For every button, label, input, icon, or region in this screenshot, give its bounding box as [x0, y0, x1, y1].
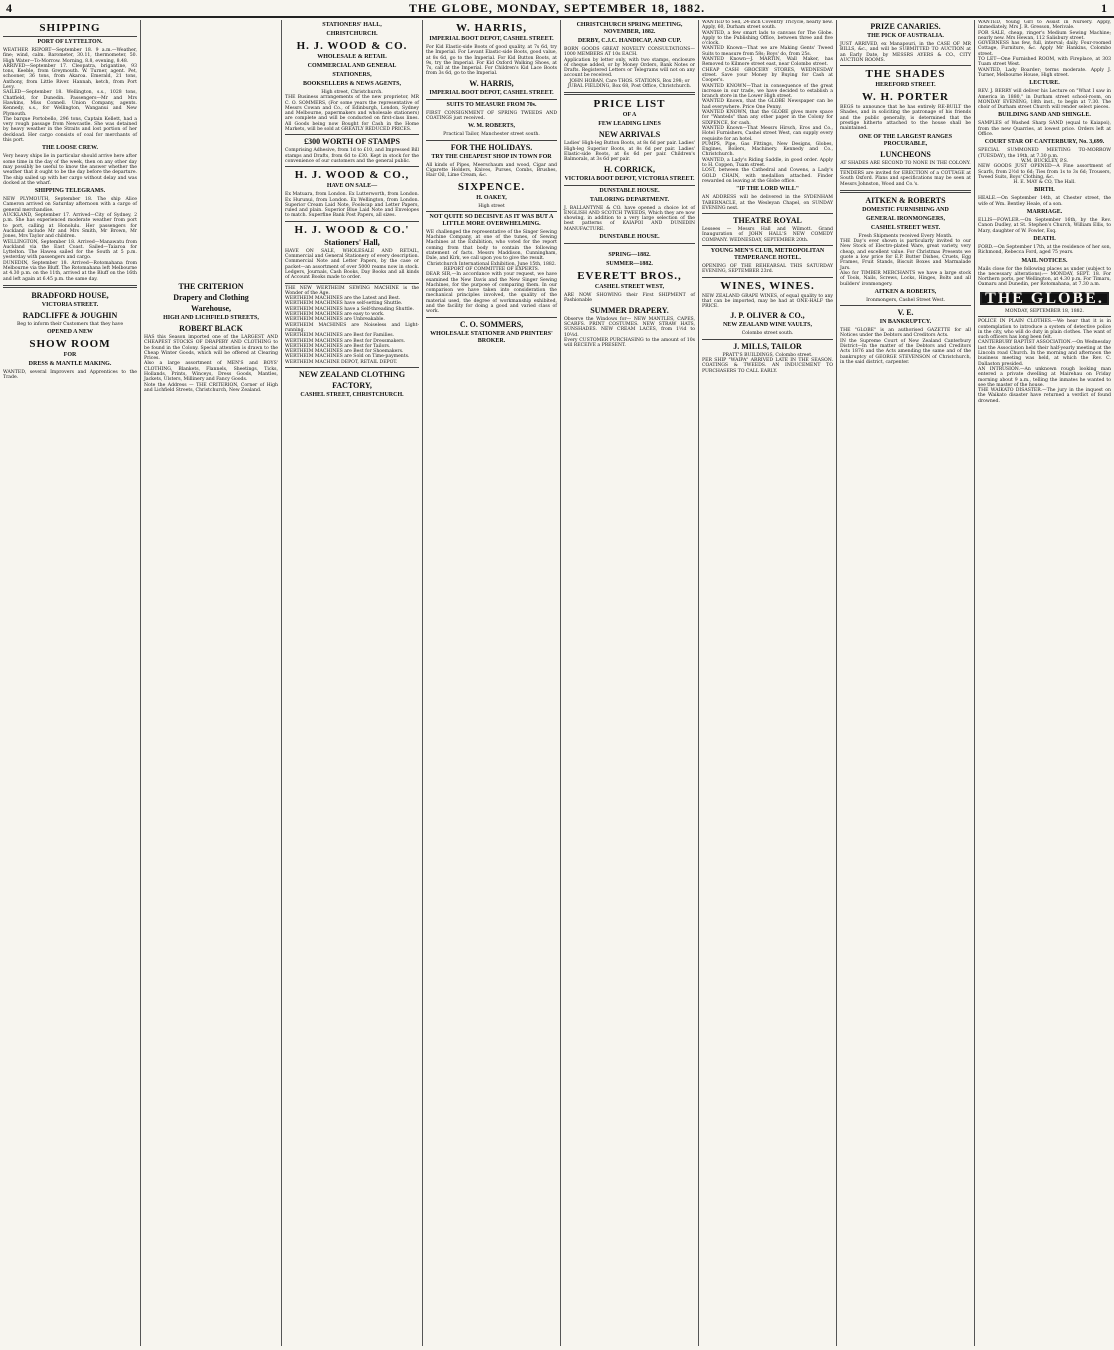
divider — [426, 140, 557, 141]
ad-criterion-text-1: HAS this Season imported one of the LARGEST AND CHEAPEST STOCKS OF DRAPERY AND CLOTHING to be found in the Colony. Special attention is drawn to the Cheap Winter Goods, which will be offered at Clearing Prices. — [144, 335, 278, 362]
notice-gazette: THE "GLOBE" is an authorised GAZETTE for all Notices under the Debtors and Creditors Acts. — [840, 328, 971, 339]
ad-cashel-w: CASHEL STREET WEST. — [870, 224, 941, 231]
ad-criterion-drapery: Drapery and Clothing — [173, 293, 249, 302]
ad-imperial-2: IMPERIAL BOOT DEPOT, CASHEL STREET. — [429, 89, 554, 96]
ad-luncheons: LUNCHEONS — [880, 149, 931, 159]
divider — [285, 166, 419, 167]
telegram-wellington: WELLINGTON, September 18. Arrived—Manawatu from Auckland via the East Coast. Sailed—Taiaroa for Lyttelton. The Hawea sailed for the South at 5 p.m. yesterday with passengers and cargo. — [3, 239, 137, 261]
ad-high-street: High street, Christchurch. — [321, 90, 383, 95]
lecture-heading: LECTURE. — [1029, 80, 1060, 87]
ad-wertheim-intro: THE NEW WERTHEIM SEWING MACHINE is the Wonder of the Age. — [285, 285, 419, 296]
ad-booksellers: BOOKSELLERS & NEWS AGENTS, — [302, 81, 402, 87]
ad-chch: CHRISTCHURCH. — [326, 31, 378, 37]
lecture-text: REV. J. BERRY will deliver his Lecture on "What I saw in America in 1880," in Durham street school-room, on MONDAY EVENING, 18th inst., to begin at 7.30. The choir of Durham street Church will render select pieces. — [978, 89, 1111, 111]
divider — [285, 134, 419, 135]
ad-criterion-address: HIGH AND LICHFIELD STREETS, — [163, 315, 259, 321]
globe-date: MONDAY, SEPTEMBER 18, 1882. — [1005, 308, 1084, 314]
news-baptist: CANTERBURY BAPTIST ASSOCIATION.—On Wednesday last the Association held their half-yearly meeting at the Lincoln road Church. In the morning and afternoon the business meeting was held, at which the Rev. C. Dallaston presided. — [978, 340, 1111, 367]
ad-oliver: J. P. OLIVER & CO., — [730, 311, 805, 321]
divider — [702, 245, 833, 246]
ad-theatre-text: Lessees — Messrs Hall and Wilmott. Grand Inauguration of JOHN HALL'S NEW COMEDY COMPANY. WEDNESDAY, SEPTEMBER 20th. — [702, 227, 833, 243]
ad-wertheim-line: WERTHEIM MACHINES are Unbreakable. — [285, 317, 385, 323]
ad-spring-meeting: CHRISTCHURCH SPRING MEETING, NOVEMBER, 1882. — [576, 22, 683, 35]
court-text: SPECIAL SUMMONED MEETING TO-MORROW (TUESDAY), the 19th, at 7.30 p.m. — [978, 148, 1111, 159]
birth-text: HEALE.—On September 14th, at Chester street, the wife of Wm. Bentley Heale, of a son. — [978, 196, 1111, 207]
divider — [702, 277, 833, 278]
ad-wholesale-retail: WHOLESALE & RETAIL — [317, 54, 387, 60]
ad-victoria-boot: VICTORIA BOOT DEPOT, VICTORIA STREET. — [564, 175, 695, 182]
ad-criterion-text-3: Note the Address — THE CRITERION, Corner of High and Lichfield Streets, Christchurch, New Zealand. — [144, 382, 278, 393]
column-6 — [699, 20, 837, 1346]
divider — [840, 65, 971, 66]
marriage-text: ELLIS—FOWLER.—On September 16th, by the Rev. Canon Dudley, at St. Stephen's Church, William Ellis, to Mary, daughter of W. Fowler, Esq. — [978, 218, 1111, 234]
ad-wertheim-line: WERTHEIM MACHINES are easy to work. — [285, 312, 385, 318]
ad-beg: Beg to inform their Customers that they have — [16, 321, 124, 327]
column-2 — [141, 20, 282, 1346]
classified-girl: WANTED, Young Girl to Assist in Nursery. Apply, immediately, Mrs J. R. Gresson, Merivale. — [978, 20, 1111, 31]
news-waikato: THE WAIKATO DISASTER.—The jury in the inquest on the Waikato disaster have returned a verdict of found drowned. — [978, 388, 1111, 404]
ad-wertheim-line: WERTHEIM MACHINES are Best for Shoemakers. — [285, 349, 404, 355]
classified-pumps: PUMPS, Pipe, Gas Fittings, New Designs, Globes, Engines, Boilers, Machinery. Kennedy and Co., Christchurch. — [702, 141, 833, 158]
column-3 — [282, 20, 423, 1346]
ad-hjwood-3: H. J. WOOD & CO.' — [294, 223, 410, 236]
classified-martin: WANTED Known—J. MARTIN, Wall Maker, has Removed to Kilmore street east, near Colombo street. — [702, 57, 833, 68]
ad-bradford-street: VICTORIA STREET. — [41, 301, 99, 308]
ad-harris-title: W. HARRIS, — [455, 22, 528, 34]
ad-ymc: YOUNG MEN'S CLUB, METROPOLITAN TEMPERANCE HOTEL. — [710, 247, 825, 261]
ad-stationers-hall-2: Stationers' Hall, — [324, 237, 380, 247]
ad-showing: ARE NOW SHOWING their First SHIPMENT of Fashionable — [564, 293, 695, 304]
ad-hjwood-stock: Ex Matuara, from London. Ex Lutterworth, from London. Ex Hurunui, from London. Ex Wellington, from London. Superior Cream Laid Note, Foolscap and Letter Papers, ruled and plain. Superior Blue Laid Note and Envelopes to match. Superfine Bank Post Papers, all sizes. — [285, 192, 419, 219]
ad-summer: SUMMER—1882. — [606, 261, 653, 268]
ad-grape-wines: NEW ZEALAND GRAPE WINES, of equal quality to any that can be imported, may be had at ONE-HALF the PRICE. — [702, 293, 833, 310]
ad-pick: THE PICK OF AUSTRALIA. — [867, 33, 944, 39]
ad-have-on-sale: HAVE ON SALE— — [326, 183, 378, 190]
ad-wertheim-line: WERTHEIM MACHINES are Best for Families. — [285, 333, 395, 339]
divider — [702, 213, 833, 214]
ad-tweeds: FIRST CONSIGNMENT OF SPRING TWEEDS AND COATINGS just received. — [426, 110, 557, 122]
notice-bankruptcy: IN BANKRUPTCY. — [879, 319, 932, 326]
notice-supreme-court: IN the Supreme Court of New Zealand Canterbury District—In the matter of the Debtors and Creditors Acts 1876 and the Acts amending the same and of the bankruptcy of GEORGE STEVENSON of Christchurch, in the said district, carpenter. — [840, 338, 971, 365]
divider — [426, 99, 557, 100]
ad-electro: THE Day's ever shown is particularly invited to our New Stock of Electro-plated Ware, great variety, very cheap, and excellent value. For Christmas Presents we quote a low price for E.P. Butter Dishes, Cruets, Egg Frames, Fruit Stands, Biscuit Boxes and Marmalade Jars. — [840, 239, 971, 271]
mail-text: Mails close for the following places as under (subject to the necessary alterations):— MONDAY, SEPT. 18. For Northern ports, per Wellington, at 4.30 p.m. For Timaru, Oamaru and Dunedin, per Rotomahana, at 7.30 a.m. — [978, 266, 1111, 288]
ad-sommers-text: THE Business arrangements of the new proprietor, MR C. O. SOMMERS, (For some years the representative of Messrs Cowan and Co., of Edinburgh, London, Sydney and Melbourne, papermakers and wholesale stationers) are complete and will be conducted on first-class lines. All Goods being now Bought for Cash in the Home Markets, will be sold at GREATLY REDUCED PRICES. — [285, 95, 419, 133]
notice-lord-will: "IF THE LORD WILL" — [735, 186, 800, 193]
ad-bradford-house: BRADFORD HOUSE, — [31, 290, 109, 300]
news-police: POLICE IN PLAIN CLOTHES.—We hear that it is in contemplation to introduce a system of detective police in the city, who will do duty in plain clothes. The want of such officers has long been felt. — [978, 319, 1111, 341]
ad-wertheim-line: WERTHEIM MACHINES are Best for Dressmakers. — [285, 338, 406, 344]
ad-pratt: PRATT'S BUILDINGS, Colombo street. — [722, 352, 813, 358]
classified-saddle: WANTED, a Lady's Riding Saddle, in good order. Apply to H. Coppen, Tuam street. — [702, 157, 833, 169]
ad-summer-drapery: SUMMER DRAPERY. — [590, 305, 669, 315]
ad-sommers-2: C. O. SOMMERS, — [459, 319, 524, 329]
ad-new-goods: NEW GOODS JUST OPENED—A Fine assortment of Scarfs, from 2½d to 6d; Ties from 1s to 3s 6d; Trousers, Tweed Suits, Boys' Clothing, &c. — [978, 164, 1111, 180]
classified-room: TO LET—One Furnished ROOM, with Fireplace, at 303 Tuam street West. — [978, 57, 1111, 68]
ad-wertheim-line: WERTHEIM MACHINES have self-setting Shuttle. — [285, 301, 403, 307]
ad-fresh: Fresh Shipments received Every Month. — [858, 233, 953, 239]
telegram-new-plymouth: NEW PLYMOUTH, September 18. The ship Alice Cameron arrived on Saturday afternoon with a cargo of general merchandise. — [3, 197, 137, 213]
ad-hjwood-text-2: HAVE ON SALE, WHOLESALE AND RETAIL, Commercial and General Stationery of every description. Commercial Note and Letter Papers, by the case or packet—an assortment of over 5000 reams now in stock. Ledgers, Journals, Cash Books, Day Books and all kinds of Account Books made to order. — [285, 248, 419, 281]
masthead — [0, 0, 1114, 18]
blank-space — [144, 20, 278, 280]
ad-wanted-improvers: WANTED, several Improvers and Apprentices to the Trade. — [3, 370, 137, 381]
ad-show-room: SHOW ROOM — [29, 338, 111, 351]
ad-holidays: FOR THE HOLIDAYS. — [450, 142, 533, 152]
divider — [285, 283, 419, 284]
marriage-heading: MARRIAGE. — [1026, 209, 1063, 216]
ad-roberts: W. M. ROBERTS, — [467, 123, 516, 130]
ad-largest: ONE OF THE LARGEST RANGES PROCURABLE, — [858, 133, 953, 147]
classified-globe: WANTED Known, that the GLOBE Newspaper can be had everywhere. Price One Penny. — [702, 99, 833, 110]
ad-robert-black: ROBERT BLACK — [179, 324, 243, 333]
court-heading: COURT STAR OF CANTERBURY, No. 3,699. — [984, 139, 1105, 146]
ad-wertheim-line: WERTHEIM MACHINE DEPOT, RETAIL DEPOT. — [285, 359, 398, 365]
ad-of: OF A — [622, 112, 637, 119]
ad-harris-2: W. HARRIS, — [469, 78, 514, 88]
ad-criterion-text-2: Also a large assortment of MEN'S and BOYS' CLOTHING, Blankets, Flannels, Sheetings, Ticks, Hollands, Prints, Winceys, Dress Goods, Mantles, Jackets, Ulsters, Millinery and Fancy Goods. — [144, 361, 278, 383]
divider — [426, 211, 557, 212]
ad-pipes: All kinds of Pipes, Meerschaum and wood, Cigar and Cigarette Holders, Knives, Purses, Combs, Brushes, Hair Oil, Lime Cream, &c. — [426, 162, 557, 179]
ad-criterion-title: THE CRITERION — [178, 282, 244, 291]
ad-few-lines: FEW LEADING LINES — [598, 121, 661, 128]
divider — [978, 316, 1111, 317]
ad-price-list: PRICE LIST — [593, 98, 666, 111]
divider — [285, 221, 419, 222]
ad-second-to-none: AT SHADES ARE SECOND TO NONE IN THE COLONY. — [840, 160, 971, 166]
ad-canary-auction: JUST ARRIVED, ex Manapouri, in the CASE OF MR BILLS, &c., and will be SUBMITTED TO AUCTION at an Early Date, by MESSRS AYERS & CO., CITY AUCTION ROOMS. — [840, 42, 971, 63]
loose-crew-heading: THE LOOSE CREW. — [42, 145, 98, 152]
ad-general: GENERAL IRONMONGERS, — [865, 215, 945, 222]
ad-singer-challenge: WE challenged the representative of the Singer Sewing Machine Company, at one of the tunes, of Sewing Machines at the Exhibition, who voted for the report coming from that body to contain the following statement of facts. Messrs Maddison, Cunningham, Dale, and Kirk, we call upon you to give the result. — [426, 229, 557, 262]
ad-hjwood-title: H. J. WOOD & CO. — [296, 40, 408, 52]
column-4 — [423, 20, 561, 1346]
classified-wanteds: WANTED KNOWN, that the GLOBE gives more space for "Wanteds" than any other paper in the Colony for SIXPENCE, for cash. — [702, 110, 833, 126]
ad-hereford: HEREFORD STREET. — [875, 82, 936, 89]
ad-cashel-street: CASHEL STREET, CHRISTCHURCH. — [300, 391, 404, 398]
ad-waipa: PER SHIP "WAIPA" ARRIVED LATE IN THE SEASON. COATINGS & TWEEDS. AN INDUCEMENT TO PURCHASERS TO CALL EARLY. — [702, 358, 833, 374]
death-text: FORD.—On September 17th, at the residence of her son, Richmond, Rebecca Ford, aged 75 years. — [978, 244, 1111, 256]
divider — [564, 185, 695, 186]
ad-domestic: DOMESTIC FURNISHING AND — [862, 206, 949, 213]
classified-grocery: CHEAP CASH GROCERY STORES, WEDNESDAY street. Save your Money by Buying for Cash at Cooper's. — [702, 67, 833, 84]
ad-mills: J. MILLS, TAILOR — [733, 341, 802, 351]
column-1 — [0, 20, 141, 1346]
ad-factory: FACTORY, — [332, 380, 372, 390]
ad-ironmongers: Ironmongers, Cashel Street West. — [866, 297, 945, 303]
divider — [840, 168, 971, 169]
mail-heading: MAIL NOTICES. — [1021, 257, 1068, 264]
ad-hoban: JOHN HOBAN, Care THOS. STATIONS, Box 298; or JUBAL FIELDING, Box 68, Post Office, Christchurch. — [567, 78, 692, 90]
column-5 — [561, 20, 699, 1346]
ad-porter-text: BEGS to announce that he has entirely RE-BUILT the Shades, and in soliciting the patronage of his friends and the public generally, is determined that the prestige hitherto attached to the house shall be maintained. — [840, 105, 971, 132]
ad-tailoring: TAILORING DEPARTMENT. — [589, 196, 670, 203]
ad-commercial: COMMERCIAL AND GENERAL — [307, 63, 397, 69]
ad-application: Application by letter only, with two stamps, enclosure of cheque added, or by Money Orders, Bank Notes or Drafts. Registered Letters or Telegrams will not on any account be received. — [564, 57, 695, 79]
classified-branch: WANTED KNOWN—That in consequence of the great increase in our trade, we have decided to establish a branch store in the Lower High street. — [702, 83, 833, 100]
ad-prize-canaries: PRIZE CANARIES. — [870, 22, 941, 31]
divider — [3, 285, 137, 288]
ad-theatre-royal: THEATRE ROYAL — [733, 216, 802, 226]
birth-heading: BIRTH. — [1034, 187, 1055, 194]
ad-nz-clothing: NEW ZEALAND CLOTHING — [298, 369, 406, 379]
ad-wertheim-line: WERTHEIM MACHINES are Noiseless and Light-running. — [285, 322, 419, 333]
classified-governess: GOVERNESS has few, full, interval; daily. Four-roomed Cottage, Furniture, &c. Apply Mr Hankins, Colombo street. — [978, 41, 1111, 57]
court-secretary: W.M. BUCKLEY, P.S. — [1020, 158, 1069, 164]
ad-radcliffe: RADCLIFFE & JOUGHIN — [22, 310, 118, 320]
ad-stamps-text: Comprising Adhesive, from 1d to £10, and Impressed Bill stamps and Drafts, from 6d to £30. Kept in stock for the convenience of our customers and the general public. — [285, 148, 419, 164]
ad-wine-vaults: NEW ZEALAND WINE VAULTS, — [722, 322, 813, 329]
ad-timber: Also for TIMBER MERCHANTS we have a large stock of Tools, Nails, Screws, Locks, Hinges, Bolts and all builders' ironmongery. — [840, 270, 971, 287]
ad-sixpence: SIXPENCE. — [457, 180, 526, 193]
classified-lads: WANTED, a few smart lads to canvass for The Globe. Apply to the Publishing Office, between three and five o'clock. — [702, 30, 833, 47]
ad-corrick: H. CORRICK, — [604, 164, 655, 174]
ad-derby: DERBY, C.J.C. HANDICAP, AND CUP. — [577, 38, 682, 44]
ad-dunstable: DUNSTABLE HOUSE. — [599, 187, 660, 194]
divider — [3, 36, 137, 37]
telegram-dunedin: DUNEDIN, September 18. Arrived—Rotomahana from Melbourne via the Bluff. The Rotomahana left Melbourne at 4.30 p.m. on the 11th, arrived at the Bluff on the 16th and left again at 6.45 p.m. the same day. — [3, 260, 137, 282]
ad-aitken-2: AITKEN & ROBERTS, — [874, 288, 937, 295]
divider — [840, 305, 971, 306]
ad-cashel-west: CASHEL STREET WEST, — [594, 284, 665, 291]
divider — [564, 243, 695, 244]
ad-oakey: H. OAKEY, — [476, 194, 507, 201]
ad-shades: THE SHADES — [865, 68, 946, 81]
ad-windows: Observe the Windows for— NEW MANTLES, CAPES, SCARFS. PRINT COSTUMES. NEW STRAW HATS, SUNSHADES. NEW CREAM LACES, from 1½d to 10½d. — [564, 316, 695, 338]
ad-for: FOR — [63, 352, 77, 359]
ad-colombo: Colombo street south. — [741, 331, 794, 337]
ad-exhibition: Christchurch International Exhibition, June 15th, 1882. REPORT OF COMMITTEE OF EXPERTS. — [426, 261, 557, 272]
globe-logo: THE GLOBE. — [980, 292, 1109, 305]
ad-wholesale-stationer: WHOLESALE STATIONER AND PRINTERS' BROKER. — [430, 330, 553, 344]
ad-stationers-hall: STATIONERS' HALL, — [322, 22, 382, 28]
telegram-auckland: AUCKLAND, September 17. Arrived—City of Sydney, 2 p.m. She has experienced moderate weather from port to port, calling at Honolulu. Her passengers for Auckland include Mr and Mrs Smith, Mr Brown, Mr Jones, Mrs Taylor and children. — [3, 213, 137, 240]
sand-heading: BUILDING SAND AND SHINGLE. — [998, 112, 1091, 119]
news-intrusion: AN INTRUSION.—An unknown rough looking man entered a private dwelling at Mairehau on Friday morning about 9 a.m., telling the inmates he wanted to see the master of the house. — [978, 366, 1111, 388]
ad-roberts-addr: Practical Tailor, Manchester street south. — [443, 132, 540, 138]
page-number-left: 4 — [6, 1, 13, 15]
classified-boarder: WANTED, Lady Boarder; terms moderate. Apply J. Turner, Melbourne House, High street. — [978, 67, 1111, 78]
ad-may: H. E. MAY & CO, The Hall. — [1013, 180, 1076, 186]
ad-oakey-street: High street — [478, 203, 505, 209]
ad-present: Every CUSTOMER PURCHASING to the amount of 10s will RECEIVE a PRESENT. — [564, 337, 695, 349]
ad-opened: OPENED A NEW — [46, 329, 93, 336]
divider — [702, 339, 833, 340]
ad-hjwood-2: H. J. WOOD & CO., — [294, 169, 410, 182]
ad-decisive: NOT QUITE SO DECISIVE AS IT WAS BUT A LITTLE MORE OVERWHELMING. — [429, 213, 554, 227]
shipping-heading: SHIPPING — [39, 22, 101, 34]
ad-porter: W. H. PORTER — [862, 91, 949, 104]
port-heading: PORT OF LYTTELTON. — [37, 39, 103, 45]
ad-wines: WINES, WINES. — [720, 279, 815, 292]
shipping-news: The barque Portobello, 296 tons, Captain Kellett, had a very rough passage from Newcastle. She was detained by heavy weather in the Straits and lost portion of her deckload. Her cargo consists of coal for merchants of this port. — [3, 116, 137, 144]
notice-address: AN ADDRESS will be delivered in the SYDENHAM TABERNACLE, at the Wesleyan Chapel, on SUNDAY EVENING next. — [702, 195, 833, 211]
ad-harris-text: For Kid Elastic-side Boots of good quality, at 7s 6d, try the Imperial. For Levant Elastic-side Boots, good value, at 8s 6d, go to the Imperial. For Kid Button Boots, at 9s, try the Imperial. For Kid Oxford Walking Shoes, at 7s, call at the Imperial. For Children's Kid Lace Boots from 3s 6d, go to the Imperial. — [426, 45, 557, 77]
ad-consultation: BORN GOODS GREAT NOVELTY CONSULTATIONS—1000 MEMBERS AT 10s EACH. — [564, 47, 695, 58]
weather-report: WEATHER REPORT—September 18. 9 a.m.—Weather, fine; wind, calm. Barometer, 30.11, thermometer, 50. High Water—To-Morrow. Morning, 8.8, evening, 8.48. — [3, 48, 137, 64]
ad-experts-report: DEAR SIR,—In accordance with your request, we have examined the New Davis and the New Singer Sewing Machines, for the purpose of comparing them. In our comparison we have taken into consideration the mechanical principles involved, the quality of the material used, the degree of workmanship exhibited, and the facility for doing a good and varied class of work. — [426, 272, 557, 315]
telegrams-heading: SHIPPING TELEGRAMS. — [34, 188, 106, 195]
masthead-title: THE GLOBE, MONDAY, SEPTEMBER 18, 1882. — [408, 1, 706, 15]
ad-spring: SPRING—1882. — [608, 252, 651, 259]
sailed-report: SAILED—September 18. Wellington, s.s., 1028 tons, Chatfield, for Dunedin. Passengers—Mr and Mrs Hawkins, Miss Connell. Union Company, agents. Kennedy, s.s., for Wellington, Wanganui and New Plymouth. — [3, 90, 137, 117]
divider — [285, 367, 419, 368]
page-number-right: 1 — [1101, 1, 1108, 15]
ad-ballantyne: J. BALLANTYNE & CO. have opened a choice lot of ENGLISH AND SCOTCH TWEEDS, Which they are now showing, in addition to a very large selection of the best patterns of KAIAPOI AND DUNEDIN MANUFACTURE. — [564, 205, 695, 232]
ad-rehearsal: OPENING OF THE REHEARSAL THIS SATURDAY EVENING, SEPTEMBER 23rd. — [702, 263, 833, 275]
divider — [840, 190, 971, 193]
ad-wertheim-line: WERTHEIM MACHINES are Sold on Time-payments. — [285, 354, 410, 360]
sand-text: SAMPLES of Washed Sharp SAND (equal to Kaiapoi), from the new Quarries, at lowest price. Orders left at Office. — [978, 121, 1111, 138]
ad-wertheim-line: WERTHEIM MACHINES have a Self-threading Shuttle. — [285, 306, 414, 312]
ad-imperial: IMPERIAL BOOT DEPOT, CASHEL STREET. — [429, 36, 554, 42]
ad-stationers: STATIONERS, — [332, 72, 372, 78]
classified-lost: LOST, between the Cathedral and Cowens, a Lady's GOLD CHAIN, with medallion attached. Finder rewarded on leaving at the Globe office. — [702, 168, 833, 184]
classified-hirsch: WANTED Known—That Messrs Hirsch, Eros and Co., Hotel Furnishers, Cashel street West, can supply every requisite for an hotel. — [702, 125, 833, 142]
ad-everett: EVERETT BROS., — [577, 270, 682, 283]
column-7 — [837, 20, 975, 1346]
ad-wertheim-line: WERTHEIM MACHINES are the Latest and Best. — [285, 296, 401, 302]
ad-criterion-warehouse: Warehouse, — [190, 304, 232, 313]
notice-ve: V. E. — [897, 308, 914, 318]
ad-wertheim-line: WERTHEIM MACHINES are Best for Tailors. — [285, 343, 391, 349]
ad-new-arrivals: NEW ARRIVALS — [598, 130, 661, 140]
ad-suits: SUITS TO MEASURE FROM 70s. — [446, 101, 537, 108]
loose-crew-text: Very heavy ships lie in particular should arrive here after some time in the day of the week, then on any other day may possibly be useful to know the answer whether the weather that it ought to be the day before the departure. The ship sailed up with her cargo without delay and was docked at the wharf. — [3, 154, 137, 186]
column-8 — [975, 20, 1114, 1346]
divider — [426, 317, 557, 318]
ad-boot-prices: Ladies' High-leg Button Boots, at 8s 6d per pair. Ladies' High-leg Superior Boots, at 8s 6d per pair. Ladies' Elastic-side Boots, at 6s 6d per pair. Children's Balmorals, at 3s 6d per pair. — [564, 141, 695, 163]
death-heading: DEATH. — [1033, 235, 1056, 242]
ad-cheapest: TRY THE CHEAPEST SHOP IN TOWN FOR — [431, 153, 552, 160]
classified-tricycle: WANTED to Sell, 24-inch Coventry Tricycle, nearly new. Apply, 60, Durham street south. — [702, 20, 833, 31]
classified-suits: WANTED Known—That we are Making Gents' Tweed Suits to measure from 58s; Boys' do, from 25s. — [702, 46, 833, 57]
classified-sewing: FOR SALE, cheap, ringer's Medium Sewing Machine; nearly new. Mrs Hewan, 112 Salisbury street. — [978, 30, 1111, 41]
divider — [564, 92, 695, 95]
arrived-report: ARRIVED—September 17. Cleopatra, brigantine, 93 tons, Keeble, from Greymouth. W. Turner, agent. Pet, schooner, 36 tons, from Akaroa. Emerald, 21 tons, Anthony, from Little River. Hannah, ketch, from Port Levy. — [3, 63, 137, 91]
ad-aitken-roberts: AITKEN & ROBERTS — [865, 195, 946, 205]
ad-tenders: TENDERS are invited for ERECTION of a COTTAGE at South Oxford. Plans and specifications may be seen at Messrs Johnston, Wood and Co.'s. — [840, 170, 971, 187]
ad-dunstable-2: DUNSTABLE HOUSE. — [599, 234, 660, 241]
ad-stamps-title: £300 WORTH OF STAMPS — [304, 137, 400, 147]
ad-dress-mantle: DRESS & MANTLE MAKING. — [28, 361, 112, 368]
